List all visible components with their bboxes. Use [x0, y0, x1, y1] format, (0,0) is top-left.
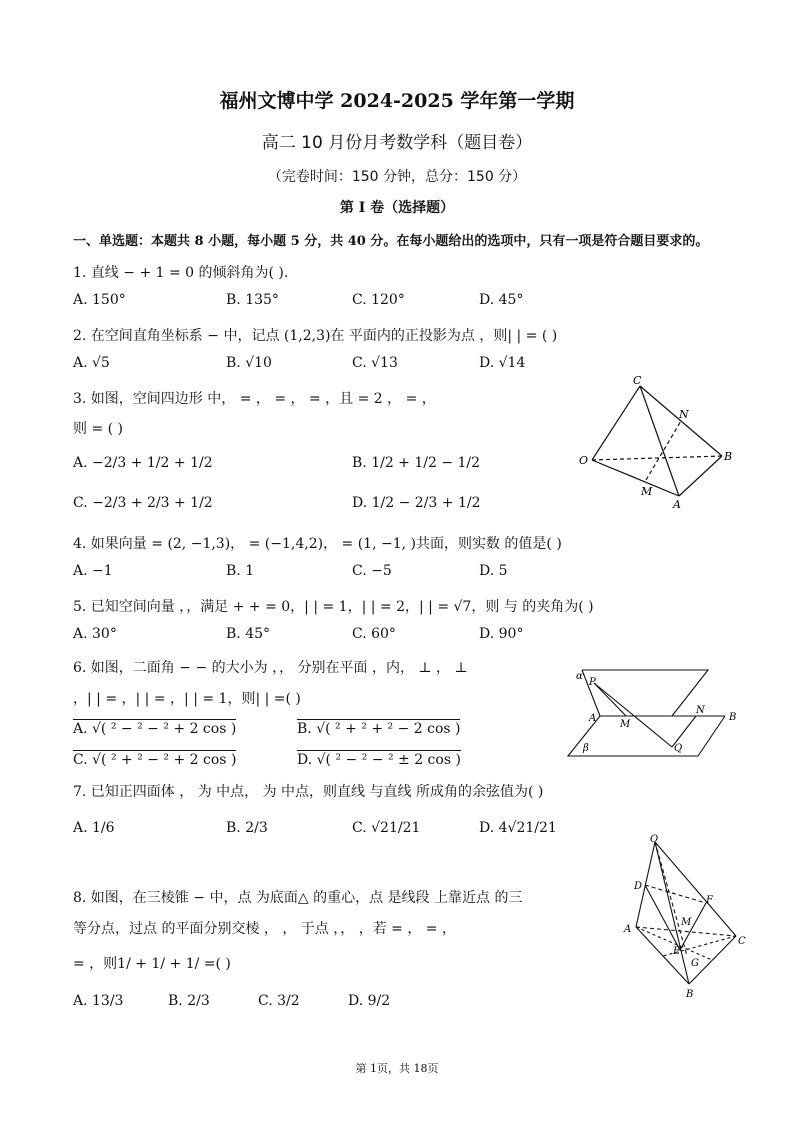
q4-option-b: B. 1: [226, 563, 255, 579]
fig3-label-c: C: [633, 374, 642, 387]
fig6-label-a: A: [589, 713, 597, 724]
q2-option-b: B. √10: [226, 355, 272, 371]
q7-option-a: A. 1/6: [73, 820, 115, 836]
fig8-label-f: F: [706, 895, 713, 906]
q8-option-d: D. 9/2: [348, 993, 391, 1009]
question-8-stem-line1: 8. 如图，在三棱锥 − 中，点 为底面△ 的重心，点 是线段 上靠近点 的三: [73, 890, 523, 906]
fig3-label-m: M: [641, 485, 653, 498]
fig3-label-b: B: [724, 450, 733, 463]
fig8-label-e: E: [673, 946, 681, 957]
q1-option-d: D. 45°: [479, 292, 524, 308]
page-subtitle: 高二 10 月份月考数学科（题目卷）: [261, 133, 533, 153]
q7-option-b: B. 2/3: [226, 820, 268, 836]
q7-option-d: D. 4√21/21: [479, 820, 557, 836]
fig3-label-a: A: [673, 498, 681, 511]
q7-option-c: C. √21/21: [352, 820, 421, 836]
fig8-label-m: M: [681, 917, 692, 928]
question-1-stem: 1. 直线 − + 1 = 0 的倾斜角为( ).: [73, 265, 289, 281]
section-title: 第 I 卷（选择题）: [339, 200, 455, 216]
question-8-stem-line2: 等分点，过点 的平面分别交棱 ， ， 于点 ，， ，若 = ， = ，: [73, 921, 456, 937]
fig8-label-b: B: [686, 989, 694, 1000]
fig8-label-c: C: [738, 936, 746, 947]
figure-q6-dihedral-angle: [560, 665, 745, 765]
fig6-label-beta: β: [583, 743, 589, 754]
q3-option-b: B. 1/2 + 1/2 − 1/2: [352, 455, 481, 471]
instructions: 一、单选题：本题共 8 小题，每小题 5 分，共 40 分。在每小题给出的选项中，只有一项是符合题目要求的。: [73, 234, 709, 249]
q5-option-a: A. 30°: [73, 626, 117, 642]
page-title: 福州文博中学 2024-2025 学年第一学期: [219, 90, 575, 112]
q1-option-b: B. 135°: [226, 292, 279, 308]
q8-option-b: B. 2/3: [168, 993, 210, 1009]
q5-option-d: D. 90°: [479, 626, 524, 642]
q5-option-c: C. 60°: [352, 626, 396, 642]
q6-option-c: C. √( ² + ² − ² + 2 cos ): [73, 752, 237, 768]
figure-q3-tetrahedron: [575, 372, 735, 512]
q3-option-a: A. −2/3 + 1/2 + 1/2: [73, 455, 213, 471]
fig6-label-b: B: [729, 712, 737, 723]
q6-option-d: D. √( ² − ² − ² ± 2 cos ): [297, 752, 461, 768]
question-7-stem: 7. 已知正四面体 ， 为 中点， 为 中点，则直线 与直线 所成角的余弦值为( ): [73, 784, 544, 800]
fig8-label-d: D: [634, 881, 643, 892]
fig6-label-p: P: [589, 677, 596, 688]
fig8-label-o: O: [650, 834, 659, 845]
figure-q8-tripyramid: [620, 832, 770, 1000]
fig8-label-g: G: [691, 958, 699, 969]
q2-option-a: A. √5: [73, 355, 110, 371]
question-6-stem-line1: 6. 如图，二面角 − − 的大小为 ，， 分别在平面 ，内， ⊥ ， ⊥: [73, 660, 468, 676]
question-3-stem-line1: 3. 如图，空间四边形 中， = ， = ， = ，且 = 2 ， = ，: [73, 391, 436, 407]
q2-option-c: C. √13: [352, 355, 398, 371]
fig6-label-q: Q: [674, 743, 683, 754]
question-8-stem-line3: = ，则1/ + 1/ + 1/ =( ): [73, 956, 231, 972]
q5-option-b: B. 45°: [226, 626, 271, 642]
question-3-stem-line2: 则 = ( ): [73, 421, 124, 437]
q8-option-a: A. 13/3: [73, 993, 124, 1009]
exam-info: （完卷时间：150 分钟，总分：150 分）: [267, 169, 527, 185]
q8-option-c: C. 3/2: [258, 993, 300, 1009]
question-2-stem: 2. 在空间直角坐标系 − 中，记点 (1,2,3)在 平面内的正投影为点 ，则| | = ( ): [73, 328, 558, 344]
q4-option-c: C. −5: [352, 563, 392, 579]
q6-option-b: B. √( ² + ² + ² − 2 cos ): [297, 721, 461, 737]
q1-option-a: A. 150°: [73, 292, 126, 308]
q1-option-c: C. 120°: [352, 292, 405, 308]
q2-option-d: D. √14: [479, 355, 526, 371]
q4-option-d: D. 5: [479, 563, 508, 579]
question-4-stem: 4. 如果向量 = (2, −1,3)， = (−1,4,2)， = (1, −1, )共面，则实数 的值是( ): [73, 536, 562, 552]
question-5-stem: 5. 已知空间向量 ，，满足 + + = 0，| | = 1，| | = 2，| | = √7，则 与 的夹角为( ): [73, 599, 594, 615]
fig8-label-a: A: [624, 924, 632, 935]
q3-option-d: D. 1/2 − 2/3 + 1/2: [352, 495, 481, 511]
q6-option-a: A. √( ² − ² − ² + 2 cos ): [73, 721, 237, 737]
q3-option-c: C. −2/3 + 2/3 + 1/2: [73, 495, 213, 511]
fig3-label-o: O: [579, 454, 589, 467]
question-6-stem-line2: ，| | = ，| | = ，| | = 1，则| | =( ): [73, 691, 301, 707]
fig3-label-n: N: [679, 408, 689, 421]
fig6-label-alpha: α: [576, 671, 583, 682]
fig6-label-n: N: [696, 705, 705, 716]
q4-option-a: A. −1: [73, 563, 113, 579]
page-footer: 第 1页，共 18页: [355, 1062, 439, 1075]
fig6-label-m: M: [620, 719, 631, 730]
